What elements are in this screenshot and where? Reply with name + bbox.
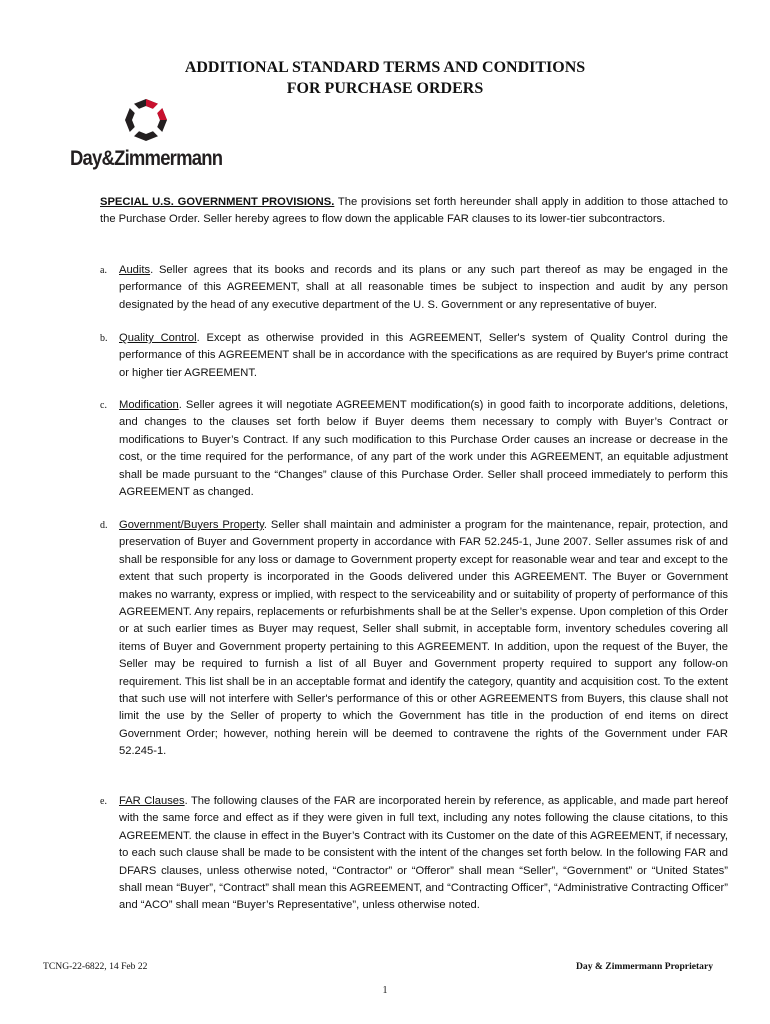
clause-marker: c. bbox=[100, 400, 107, 411]
special-provisions-intro bbox=[100, 194, 728, 229]
document-title-line-2: FOR PURCHASE ORDERS bbox=[286, 80, 484, 97]
clause-heading: Audits bbox=[119, 264, 151, 276]
clause-text: . Seller agrees it will negotiate AGREEMENT modification(s) in good faith to incorporate additions, deletions, and changes to the clauses set forth below if Buyer deems them necessary to comply with Buyer’s Contract or modifications to Buyer’s Contract. If any such modification to this Purchase Order causes an increase or decrease in the cost, or the time required for the performance, of any part of the work under this AGREEMENT, an equitable adjustment shall be made pursuant to the “Changes” clause of this Purchase Order. Seller shall proceed immediately to perform this AGREEMENT as changed. bbox=[119, 399, 728, 499]
page-number: 1 bbox=[382, 985, 388, 996]
footer-proprietary-notice: Day & Zimmermann Proprietary bbox=[576, 961, 714, 972]
clause-content bbox=[119, 262, 728, 314]
document-title-line-1: ADDITIONAL STANDARD TERMS AND CONDITIONS bbox=[184, 59, 586, 76]
clause-marker: b. bbox=[100, 333, 108, 344]
special-provisions-text: The provisions set forth hereunder shall apply in addition to those attached to the Purchase Order. Seller hereby agrees to flow down the applicable FAR clauses to its lower-tier subcontractors. bbox=[100, 196, 728, 226]
clause-heading: Modification bbox=[119, 399, 179, 411]
clause-text: . Except as otherwise provided in this AGREEMENT, Seller's system of Quality Control during the performance of this AGREEMENT shall be in accordance with the specifications as are required by Buyer's prime contract or higher tier AGREEMENT. bbox=[119, 332, 728, 379]
clause-heading: Government/Buyers Property bbox=[119, 519, 264, 531]
logo-mark-icon bbox=[123, 97, 169, 143]
clause-marker: a. bbox=[100, 265, 107, 276]
clause-text: . Seller agrees that its books and records and its plans or any such part thereof as may be engaged in the performance of this AGREEMENT, shall at all reasonable times be subject to inspection and audit by any person designated by the head of any executive department of the U. S. Government or any representative of buyer. bbox=[119, 264, 728, 311]
clause-marker: d. bbox=[100, 520, 108, 531]
clause-content bbox=[119, 330, 728, 382]
footer-document-id: TCNG-22-6822, 14 Feb 22 bbox=[43, 961, 148, 972]
clause-content bbox=[119, 793, 728, 915]
clause-text: . Seller shall maintain and administer a program for the maintenance, repair, protection, and preservation of Buyer and Government property in accordance with FAR 52.245-1, June 2007. Seller assumes risk of and shall be responsible for any loss or damage to Government property except for reasonable wear and tear and except to the extent that such property is incorporated in the Goods delivered under this AGREEMENT. The Buyer or Government makes no warranty, express or implied, with respect to the serviceability and or suitability of property of performance of this AGREEMENT. Any repairs, replacements or refurbishments shall be at the Seller’s expense. Upon completion of this Order or at such earlier times as Buyer may request, Seller shall submit, in acceptable form, inventory schedules covering all items of Buyer and Government property pertaining to this AGREEMENT. In addition, upon the request of the Buyer, the Seller may be required to furnish a list of all Buyer and Government property required to support any follow-on requirement. This list shall be in an acceptable format and identify the category, quantity and acquisition cost. To the extent that such use will not interfere with Seller's performance of this or other AGREEMENTS from Buyers, this clause shall not limit the use by the Seller of property to which the Government has title in the production of end items on direct Government Order; however, nothing herein will be deemed to contravene the rights of the Government under FAR 52.245-1. bbox=[119, 519, 728, 758]
clause-text: . The following clauses of the FAR are incorporated herein by reference, as applicable, and made part hereof with the same force and effect as if they were given in full text, including any notes following the clause citations, to this AGREEMENT. the clause in effect in the Buyer’s Contract with its Customer on the date of this AGREEMENT, if necessary, to each such clause shall be made to be consistent with the intent of the changes set forth below. In the following FAR and DFARS clauses, unless otherwise noted, “Contractor” or “Offeror” shall mean “Seller”, “Government” or “United States” shall mean “Buyer”, “Contract” shall mean this AGREEMENT, and “Contracting Officer”, “Administrative Contracting Officer” and “ACO” shall mean “Buyer’s Representative”, unless otherwise noted. bbox=[119, 795, 728, 912]
clause-heading: Quality Control bbox=[119, 332, 197, 344]
special-provisions-heading: SPECIAL U.S. GOVERNMENT PROVISIONS. bbox=[100, 196, 335, 208]
clause-heading: FAR Clauses bbox=[119, 795, 185, 807]
clause-content bbox=[119, 397, 728, 501]
clause-marker: e. bbox=[100, 796, 107, 807]
company-logo bbox=[70, 97, 230, 179]
clause-content bbox=[119, 517, 728, 761]
logo-wordmark: Day&Zimmermann bbox=[70, 147, 223, 170]
